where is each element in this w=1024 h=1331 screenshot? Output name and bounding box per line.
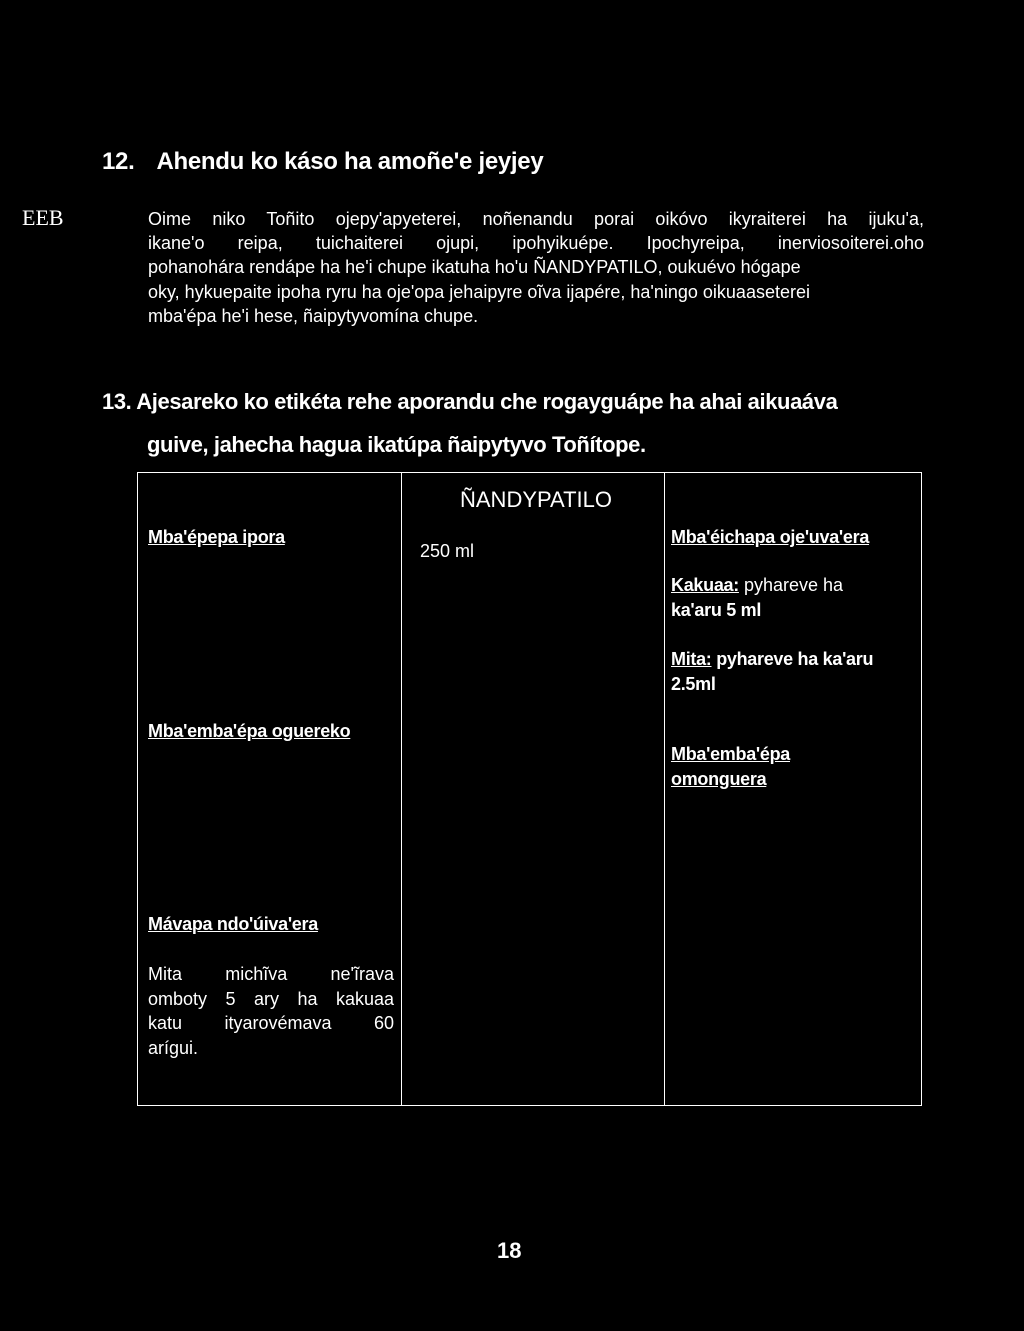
adult-dosage-line xyxy=(671,575,843,596)
question-12-paragraph xyxy=(148,207,924,328)
label-dosage-heading: Mba'éichapa oje'uva'era xyxy=(671,527,870,547)
adult-dosage-label: Kakuaa: xyxy=(671,575,739,595)
question-12-heading xyxy=(102,148,543,176)
child-dosage-text: pyhareve ha ka'aru xyxy=(711,649,874,669)
label-ingredients-heading: Mba'emba'épa oguereko xyxy=(148,721,351,741)
label-divider-left xyxy=(401,472,402,1106)
page-number: 18 xyxy=(497,1238,522,1263)
label-side-effects-heading-2: omonguera xyxy=(671,769,767,789)
warning-line: arígui. xyxy=(148,1037,199,1058)
question-12-title: Ahendu ko káso ha amoñe'e jeyjey xyxy=(156,148,544,175)
child-dosage-line xyxy=(671,649,873,670)
question-13-line: guive, jahecha hagua ikatúpa ñaipytyvo Toñítope. xyxy=(147,432,646,457)
label-side-effects-heading-1: Mba'emba'épa xyxy=(671,744,790,764)
warning-line: Mita michĩva ne'ĩrava xyxy=(148,964,394,984)
warning-line: omboty 5 ary ha kakuaa xyxy=(148,988,394,1009)
side-code: EEB xyxy=(22,205,64,230)
paragraph-line: ikane'o reipa, tuichaiterei ojupi, ipohyikuépe. Ipochyreipa, inerviosoiterei.oho xyxy=(148,233,924,254)
paragraph-line: pohanohára rendápe ha he'i chupe ikatuha ho'u ÑANDYPATILO, oukuévo hógape xyxy=(148,257,801,278)
medicine-brand-name: ÑANDYPATILO xyxy=(460,487,612,512)
paragraph-line: mba'épa he'i hese, ñaipytyvomína chupe. xyxy=(148,305,479,326)
child-dosage-label: Mita: xyxy=(671,649,712,669)
question-13-line: 13. Ajesareko ko etikéta rehe aporandu che rogayguápe ha ahai aikuaáva xyxy=(102,389,838,414)
label-contraindications-text xyxy=(148,962,394,1060)
question-12-number: 12. xyxy=(102,148,135,175)
adult-dosage-text: pyhareve ha xyxy=(738,575,844,595)
question-13-heading xyxy=(102,380,932,466)
medicine-volume: 250 ml xyxy=(420,541,475,561)
label-contraindications-heading: Mávapa ndo'úiva'era xyxy=(148,914,318,934)
warning-line: katu ityarovémava 60 xyxy=(148,1013,394,1034)
label-divider-right xyxy=(664,472,665,1106)
paragraph-line: Oime niko Toñito ojepy'apyeterei, noñenandu porai oikóvo ikyraiterei ha ijuku'a, xyxy=(148,209,924,229)
paragraph-line: oky, hykuepaite ipoha ryru ha oje'opa jehaipyre oĩva ijapére, ha'ningo oikuaaseterei xyxy=(148,281,810,302)
adult-dosage-amount: ka'aru 5 ml xyxy=(671,600,762,620)
label-uses-heading: Mba'épepa ipora xyxy=(148,527,285,547)
child-dosage-amount: 2.5ml xyxy=(671,674,716,694)
